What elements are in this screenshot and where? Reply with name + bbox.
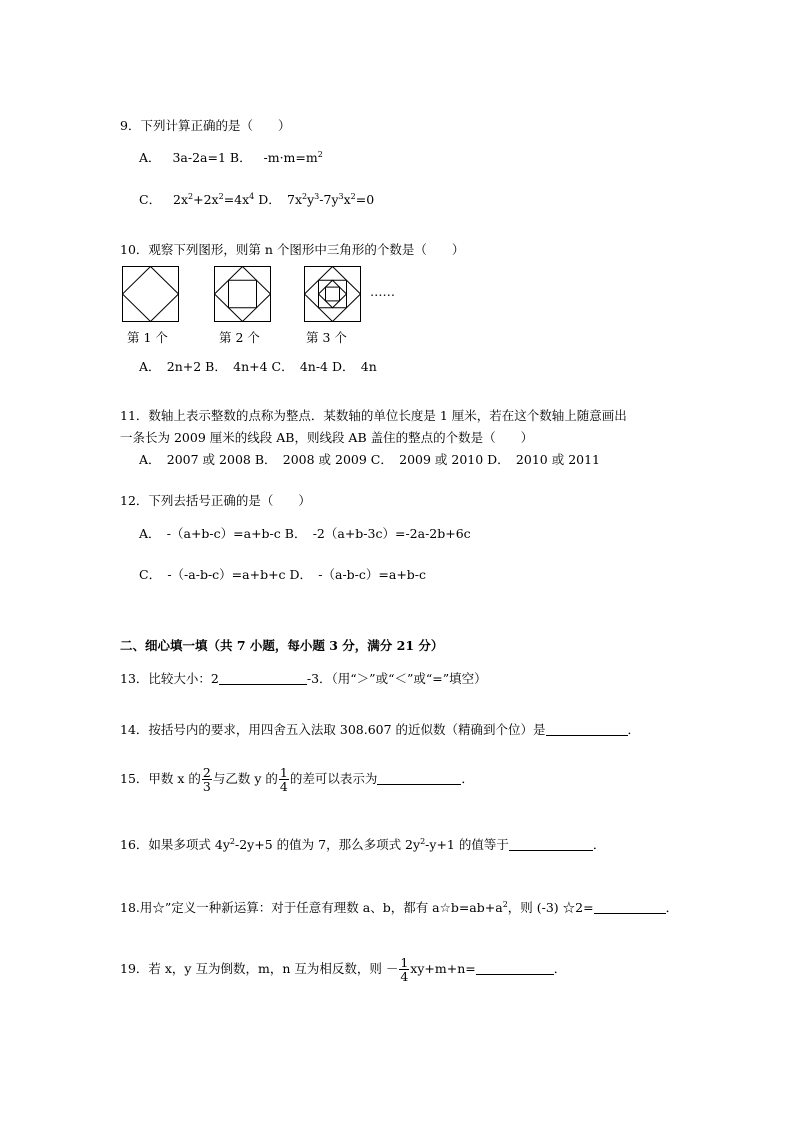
q9-stem: 9．下列计算正确的是（ ） bbox=[120, 118, 291, 133]
fraction-one-quarter: $\frac{1}{4}$ bbox=[400, 955, 409, 984]
fraction-two-thirds: $\frac{2}{3}$ bbox=[202, 765, 211, 794]
figure-2 bbox=[214, 266, 271, 322]
q18-answer-blank[interactable] bbox=[594, 901, 666, 914]
q13: 13．比较大小：2 -3．（用“＞”或“＜”或“=”填空） bbox=[120, 671, 487, 686]
q10-caption-3: 第 3 个 bbox=[306, 330, 347, 345]
q9-options-ab: A． 3a-2a=1 B． $-m\cdot m=m^2$ bbox=[139, 150, 323, 165]
q10-options: A． 2n+2 B． 4n+4 C． 4n-4 D． 4n bbox=[139, 359, 377, 374]
q16: 16．如果多项式 $4y^2-2y+5$ 的值为 7，那么多项式 $2y^2-y+1$ 的值等于 ． bbox=[120, 837, 606, 852]
q9-options-cd: C． $2x^2+2x^2=4x^4$ D． $7x^2y^3-7y^3x^2=0$ bbox=[139, 192, 375, 207]
q10-stem: 10．观察下列图形，则第 n 个图形中三角形的个数是（ ） bbox=[120, 242, 465, 257]
q10-caption-2: 第 2 个 bbox=[219, 330, 260, 345]
q12-options-ab: A． -（a+b-c）=a+b-c B． -2（a+b-3c）=-2a-2b+6c bbox=[139, 526, 471, 541]
q15-answer-blank[interactable] bbox=[377, 772, 461, 785]
q19: 19．若 x，y 互为倒数，m，n 互为相反数，则 － $\frac{1}{4}$ xy+m+n= ． bbox=[120, 955, 567, 984]
fraction-one-quarter: $\frac{1}{4}$ bbox=[279, 765, 288, 794]
q13-answer-blank[interactable] bbox=[219, 672, 307, 685]
q12-options-cd: C． -（-a-b-c）=a+b+c D． -（a-b-c）=a+b-c bbox=[139, 567, 427, 582]
q11-options: A． 2007 或 2008 B． 2008 或 2009 C． 2009 或 2010 D． 2010 或 2011 bbox=[139, 452, 600, 467]
q18: 18.用☆”定义一种新运算：对于任意有理数 a、b，都有 $a☆b=ab+a^2$，则 (-3) ☆2= ． bbox=[120, 900, 679, 915]
q11-line-2: 一条长为 2009 厘米的线段 AB，则线段 AB 盖住的整点的个数是（ ） bbox=[120, 430, 534, 445]
q11-line-1: 11．数轴上表示整数的点称为整点．某数轴的单位长度是 1 厘米，若在这个数轴上随意画出 bbox=[120, 408, 627, 423]
q16-answer-blank[interactable] bbox=[509, 838, 593, 851]
q12-stem: 12．下列去括号正确的是（ ） bbox=[120, 493, 311, 508]
q14: 14．按括号内的要求，用四舍五入法取 308.607 的近似数（精确到个位）是 ． bbox=[120, 722, 641, 737]
figure-3 bbox=[304, 266, 361, 322]
q15: 15．甲数 x 的 $\frac{2}{3}$ 与乙数 y 的 $\frac{1}{4}$ 的差可以表示为 ． bbox=[120, 765, 474, 794]
q10-caption-1: 第 1 个 bbox=[127, 330, 168, 345]
q14-answer-blank[interactable] bbox=[546, 723, 628, 736]
section-2-title: 二、细心填一填（共 7 小题，每小题 3 分，满分 21 分） bbox=[120, 638, 444, 653]
q19-answer-blank[interactable] bbox=[476, 962, 554, 975]
q10-ellipsis: …… bbox=[370, 284, 395, 299]
figure-1 bbox=[122, 266, 179, 322]
